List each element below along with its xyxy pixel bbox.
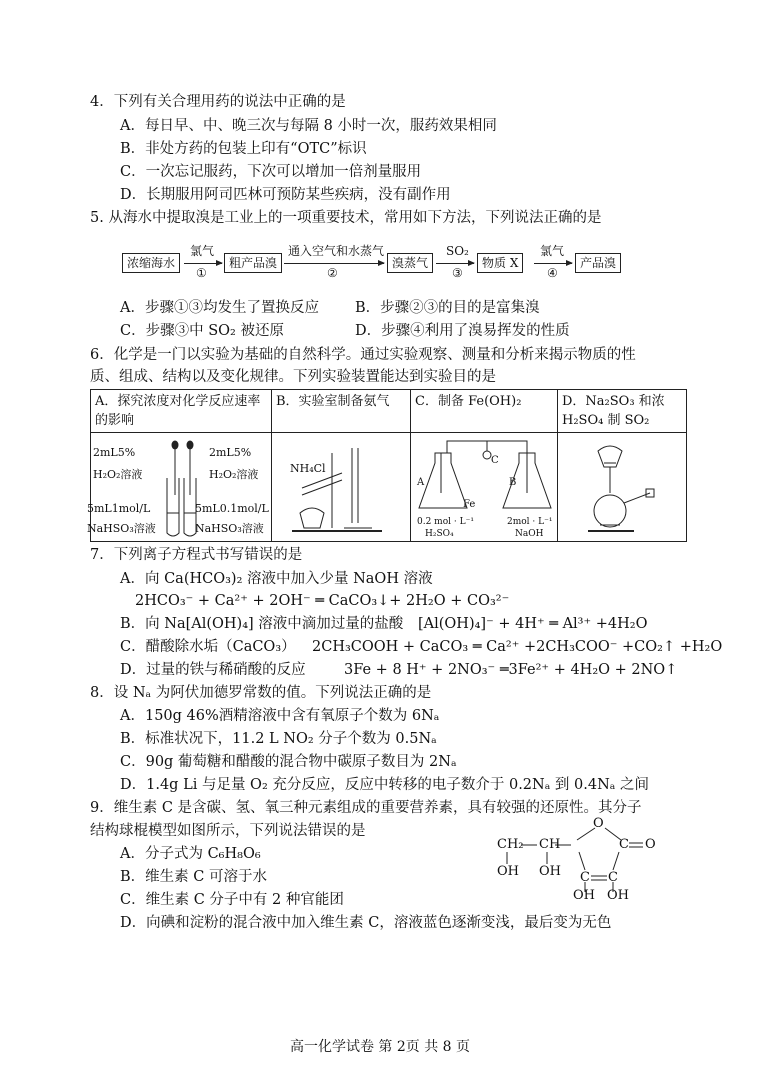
so2-setup-drawing — [558, 433, 678, 541]
a-label-4: H₂O₂溶液 — [209, 468, 259, 481]
q7-option-d-equation: 3Fe + 8 H⁺ + 2NO₃⁻ ═3Fe²⁺ + 4H₂O + 2NO↑ — [344, 662, 678, 678]
flow-arrow-2 — [284, 263, 384, 264]
q6-stem-line1: 6．化学是一门以实验为基础的自然科学。通过实验观察、测量和分析来揭示物质的性 — [90, 347, 636, 363]
atom-oh-2: OH — [539, 864, 561, 879]
a-label-1: 2mL5% — [93, 446, 136, 459]
c-label-a: A — [417, 477, 425, 488]
a-label-2: H₂O₂溶液 — [93, 468, 143, 481]
flow-arrow-4 — [534, 263, 572, 264]
c-label-b: B — [509, 477, 517, 488]
flow-arrow-1 — [184, 263, 222, 264]
q7-stem: 7．下列离子方程式书写错误的是 — [90, 547, 303, 563]
q9-option-a: A．分子式为 C₆H₈O₆ — [120, 846, 261, 862]
q5-option-a: A．步骤①③均发生了置换反应 — [120, 300, 319, 316]
q6-header-c: C．制备 Fe(OH)₂ — [411, 390, 558, 433]
atom-ch: CH — [539, 837, 561, 852]
atom-ch2: CH₂ — [497, 837, 524, 852]
test-tubes-drawing — [91, 433, 271, 541]
atom-oh-4: OH — [607, 888, 629, 903]
c-label-fe: Fe — [463, 499, 476, 510]
q6-stem-line2: 质、组成、结构以及变化规律。下列实验装置能达到实验目的是 — [90, 369, 496, 385]
flow-arrow-3 — [436, 263, 474, 264]
flow-box-3: 溴蒸气 — [387, 253, 433, 273]
atom-oh-1: OH — [497, 864, 519, 879]
q7-option-c-equation: 2CH₃COOH + CaCO₃ ═ Ca²⁺ +2CH₃COO⁻ +CO₂↑ +H₂O — [312, 639, 723, 655]
flow-box-4: 物质 X — [477, 253, 523, 273]
q7-option-b-equation: [Al(OH)₄]⁻ + 4H⁺ ═ Al³⁺ +4H₂O — [418, 616, 648, 632]
q5-option-c: C．步骤③中 SO₂ 被还原 — [120, 323, 284, 339]
q6-header-b: B．实验室制备氨气 — [272, 390, 411, 433]
atom-carbonyl-c: C — [619, 837, 629, 852]
q7-option-c: C．醋酸除水垢（CaCO₃） — [120, 639, 296, 655]
q6-experiment-table — [87, 389, 687, 542]
q9-stem-line1: 9．维生素 C 是含碳、氢、氧三种元素组成的重要营养素，具有较强的还原性。其分子 — [90, 800, 642, 816]
a-label-3: 2mL5% — [209, 446, 252, 459]
q9-option-b: B．维生素 C 可溶于水 — [120, 869, 267, 885]
atom-c-left: C — [580, 870, 590, 885]
q5-option-d: D．步骤④利用了溴易挥发的性质 — [355, 323, 570, 339]
q4-stem: 4．下列有关合理用药的说法中正确的是 — [90, 94, 346, 110]
q8-option-d: D．1.4g Li 与足量 O₂ 充分反应，反应中转移的电子数介于 0.2Nₐ 到 0.4Nₐ 之间 — [120, 777, 649, 793]
flow-arrow-1-top: 氯气 — [190, 244, 215, 258]
page-footer: 高一化学试卷 第 2页 共 8 页 — [289, 1039, 471, 1055]
flow-arrow-1-bottom: ① — [196, 266, 207, 280]
flow-arrow-3-top: SO₂ — [446, 244, 469, 258]
q6-apparatus-a — [87, 433, 272, 542]
q9-stem-line2: 结构球棍模型如图所示，下列说法错误的是 — [90, 823, 366, 839]
q7-option-d: D．过量的铁与稀硝酸的反应 — [120, 662, 306, 678]
a-label-5: 5mL1mol/L — [87, 502, 151, 515]
q8-option-b: B．标准状况下，11.2 L NO₂ 分子个数为 0.5Nₐ — [120, 731, 437, 747]
atom-carbonyl-o: O — [645, 837, 656, 852]
c-label-conc1: 0.2 mol · L⁻¹ — [417, 517, 474, 527]
flow-box-1: 浓缩海水 — [122, 253, 180, 273]
vitamin-c-structure — [495, 818, 675, 904]
fe-oh2-setup-drawing — [411, 433, 557, 541]
q8-stem: 8．设 Nₐ 为阿伏加德罗常数的值。下列说法正确的是 — [90, 685, 432, 701]
q7-option-a-equation: 2HCO₃⁻ + Ca²⁺ + 2OH⁻ ═ CaCO₃↓+ 2H₂O + CO₃²⁻ — [135, 593, 510, 609]
q8-option-a: A．150g 46%酒精溶液中含有氧原子个数为 6Nₐ — [120, 708, 440, 724]
ammonia-setup-drawing — [272, 433, 410, 541]
q4-option-b: B．非处方药的包装上印有“OTC”标识 — [120, 141, 367, 157]
q7-option-a: A．向 Ca(HCO₃)₂ 溶液中加入少量 NaOH 溶液 — [120, 571, 433, 587]
a-label-6: NaHSO₃溶液 — [87, 522, 156, 535]
atom-c-right: C — [608, 870, 618, 885]
flow-box-2: 粗产品溴 — [224, 253, 282, 273]
flow-arrow-2-bottom: ② — [327, 266, 338, 280]
q4-option-a: A．每日早、中、晚三次与每隔 8 小时一次，服药效果相同 — [120, 118, 497, 134]
b-label: NH₄Cl — [290, 462, 326, 475]
a-label-8: NaHSO₃溶液 — [195, 522, 264, 535]
c-label-h2so4: H₂SO₄ — [425, 529, 454, 539]
flow-arrow-4-top: 氯气 — [540, 244, 565, 258]
flow-arrow-2-top: 通入空气和水蒸气 — [288, 244, 385, 258]
q6-apparatus-c — [411, 433, 558, 542]
flow-arrow-4-bottom: ④ — [547, 266, 558, 280]
flow-arrow-3-bottom: ③ — [452, 266, 463, 280]
atom-oh-3: OH — [573, 888, 595, 903]
c-label-naoh: NaOH — [515, 529, 544, 539]
q4-option-d: D．长期服用阿司匹林可预防某些疾病，没有副作用 — [120, 187, 451, 203]
q6-apparatus-b — [272, 433, 411, 542]
atom-ring-o: O — [593, 816, 604, 831]
q9-option-c: C．维生素 C 分子中有 2 种官能团 — [120, 892, 344, 908]
q4-option-c: C．一次忘记服药，下次可以增加一倍剂量服用 — [120, 164, 422, 180]
q9-option-d: D．向碘和淀粉的混合液中加入维生素 C，溶液蓝色逐渐变浅，最后变为无色 — [120, 915, 612, 931]
q6-header-a: A．探究浓度对化学反应速率的影响 — [91, 390, 272, 433]
a-label-7: 5mL0.1mol/L — [195, 502, 269, 515]
q6-apparatus-d — [558, 433, 687, 542]
q8-option-c: C．90g 葡萄糖和醋酸的混合物中碳原子数目为 2Nₐ — [120, 754, 457, 770]
q6-header-d: D．Na₂SO₃ 和浓 H₂SO₄ 制 SO₂ — [558, 390, 687, 433]
q5-option-b: B．步骤②③的目的是富集溴 — [355, 300, 540, 316]
flow-box-5: 产品溴 — [575, 253, 621, 273]
q5-stem: 5. 从海水中提取溴是工业上的一项重要技术，常用如下方法，下列说法正确的是 — [90, 210, 602, 226]
q7-option-b: B．向 Na[Al(OH)₄] 溶液中滴加过量的盐酸 — [120, 616, 404, 632]
c-label-c: C — [491, 455, 499, 466]
c-label-conc2: 2mol · L⁻¹ — [507, 517, 553, 527]
